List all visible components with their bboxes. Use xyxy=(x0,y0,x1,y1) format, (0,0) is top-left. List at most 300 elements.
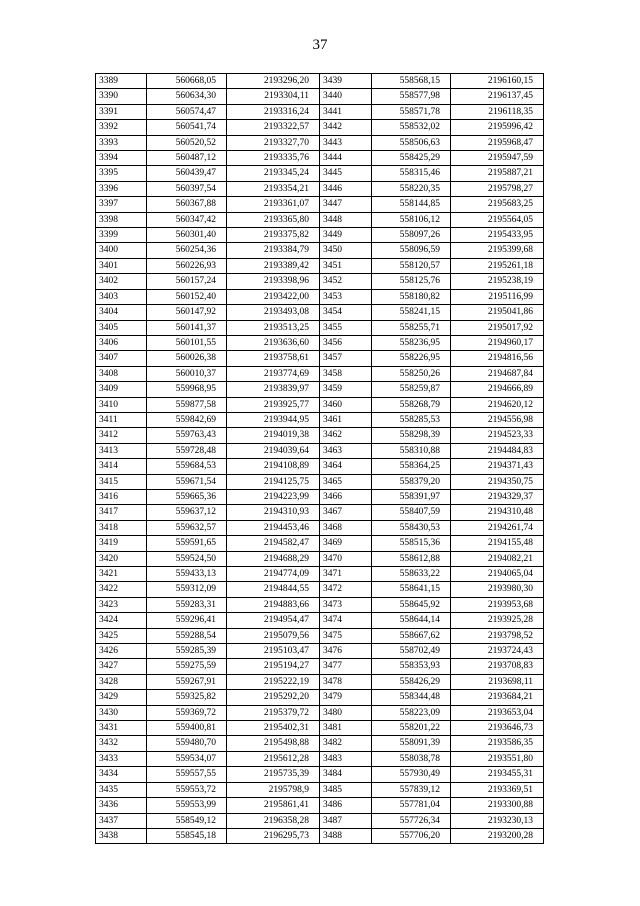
point-number-cell: 3415 xyxy=(96,474,147,489)
x-coordinate-cell: 559369,72 xyxy=(147,705,227,720)
point-number-cell: 3488 xyxy=(320,828,372,843)
point-number-cell: 3410 xyxy=(96,397,147,412)
point-number-cell: 3399 xyxy=(96,228,147,243)
table-row xyxy=(96,335,544,350)
y-coordinate-cell: 2194687,84 xyxy=(451,366,544,381)
table-row xyxy=(96,351,544,366)
x-coordinate-cell: 557706,20 xyxy=(372,828,451,843)
x-coordinate-cell: 559480,70 xyxy=(147,736,227,751)
y-coordinate-cell: 2193361,07 xyxy=(227,197,320,212)
point-number-cell: 3457 xyxy=(320,351,372,366)
y-coordinate-cell: 2194523,33 xyxy=(451,428,544,443)
y-coordinate-cell: 2193200,28 xyxy=(451,828,544,843)
table-row xyxy=(96,166,544,181)
y-coordinate-cell: 2194666,89 xyxy=(451,382,544,397)
y-coordinate-cell: 2195798,27 xyxy=(451,181,544,196)
point-number-cell: 3446 xyxy=(320,181,372,196)
x-coordinate-cell: 560487,12 xyxy=(147,151,227,166)
x-coordinate-cell: 558310,88 xyxy=(372,443,451,458)
x-coordinate-cell: 557839,12 xyxy=(372,782,451,797)
point-number-cell: 3485 xyxy=(320,782,372,797)
x-coordinate-cell: 559312,09 xyxy=(147,582,227,597)
x-coordinate-cell: 558201,22 xyxy=(372,721,451,736)
y-coordinate-cell: 2195735,39 xyxy=(227,767,320,782)
point-number-cell: 3404 xyxy=(96,305,147,320)
point-number-cell: 3444 xyxy=(320,151,372,166)
x-coordinate-cell: 558407,59 xyxy=(372,505,451,520)
y-coordinate-cell: 2195261,18 xyxy=(451,258,544,273)
x-coordinate-cell: 558144,85 xyxy=(372,197,451,212)
table-row xyxy=(96,320,544,335)
point-number-cell: 3396 xyxy=(96,181,147,196)
x-coordinate-cell: 558236,95 xyxy=(372,335,451,350)
point-number-cell: 3462 xyxy=(320,428,372,443)
point-number-cell: 3395 xyxy=(96,166,147,181)
y-coordinate-cell: 2195041,86 xyxy=(451,305,544,320)
point-number-cell: 3398 xyxy=(96,212,147,227)
x-coordinate-cell: 558120,57 xyxy=(372,258,451,273)
point-number-cell: 3405 xyxy=(96,320,147,335)
point-number-cell: 3409 xyxy=(96,382,147,397)
x-coordinate-cell: 559553,72 xyxy=(147,782,227,797)
x-coordinate-cell: 559684,53 xyxy=(147,459,227,474)
y-coordinate-cell: 2195683,25 xyxy=(451,197,544,212)
point-number-cell: 3451 xyxy=(320,258,372,273)
x-coordinate-cell: 558379,20 xyxy=(372,474,451,489)
table-row xyxy=(96,644,544,659)
x-coordinate-cell: 558515,36 xyxy=(372,536,451,551)
point-number-cell: 3461 xyxy=(320,412,372,427)
y-coordinate-cell: 2193980,30 xyxy=(451,582,544,597)
y-coordinate-cell: 2196137,45 xyxy=(451,89,544,104)
x-coordinate-cell: 560574,47 xyxy=(147,104,227,119)
x-coordinate-cell: 559842,69 xyxy=(147,412,227,427)
point-number-cell: 3454 xyxy=(320,305,372,320)
y-coordinate-cell: 2195564,05 xyxy=(451,212,544,227)
point-number-cell: 3469 xyxy=(320,536,372,551)
y-coordinate-cell: 2194310,48 xyxy=(451,505,544,520)
x-coordinate-cell: 559534,07 xyxy=(147,751,227,766)
point-number-cell: 3440 xyxy=(320,89,372,104)
table-row xyxy=(96,428,544,443)
table-row xyxy=(96,505,544,520)
table-row xyxy=(96,197,544,212)
y-coordinate-cell: 2193327,70 xyxy=(227,135,320,150)
y-coordinate-cell: 2194329,37 xyxy=(451,489,544,504)
y-coordinate-cell: 2194484,83 xyxy=(451,443,544,458)
point-number-cell: 3479 xyxy=(320,690,372,705)
y-coordinate-cell: 2193322,57 xyxy=(227,120,320,135)
table-row xyxy=(96,597,544,612)
x-coordinate-cell: 558430,53 xyxy=(372,520,451,535)
y-coordinate-cell: 2195498,88 xyxy=(227,736,320,751)
y-coordinate-cell: 2193944,95 xyxy=(227,412,320,427)
x-coordinate-cell: 560152,40 xyxy=(147,289,227,304)
point-number-cell: 3464 xyxy=(320,459,372,474)
y-coordinate-cell: 2196295,73 xyxy=(227,828,320,843)
x-coordinate-cell: 560026,38 xyxy=(147,351,227,366)
y-coordinate-cell: 2194019,38 xyxy=(227,428,320,443)
table-body xyxy=(96,74,544,844)
table-row xyxy=(96,782,544,797)
x-coordinate-cell: 560141,37 xyxy=(147,320,227,335)
y-coordinate-cell: 2193798,52 xyxy=(451,628,544,643)
point-number-cell: 3456 xyxy=(320,335,372,350)
point-number-cell: 3452 xyxy=(320,274,372,289)
y-coordinate-cell: 2195079,56 xyxy=(227,628,320,643)
point-number-cell: 3484 xyxy=(320,767,372,782)
x-coordinate-cell: 559968,95 xyxy=(147,382,227,397)
y-coordinate-cell: 2193354,21 xyxy=(227,181,320,196)
y-coordinate-cell: 2194108,89 xyxy=(227,459,320,474)
x-coordinate-cell: 558667,62 xyxy=(372,628,451,643)
table-row xyxy=(96,289,544,304)
point-number-cell: 3482 xyxy=(320,736,372,751)
y-coordinate-cell: 2193698,11 xyxy=(451,674,544,689)
table-row xyxy=(96,520,544,535)
point-number-cell: 3474 xyxy=(320,613,372,628)
x-coordinate-cell: 558255,71 xyxy=(372,320,451,335)
x-coordinate-cell: 557781,04 xyxy=(372,798,451,813)
y-coordinate-cell: 2193455,31 xyxy=(451,767,544,782)
table-row xyxy=(96,674,544,689)
y-coordinate-cell: 2195116,99 xyxy=(451,289,544,304)
table-row xyxy=(96,659,544,674)
point-number-cell: 3417 xyxy=(96,505,147,520)
y-coordinate-cell: 2193230,13 xyxy=(451,813,544,828)
x-coordinate-cell: 558353,93 xyxy=(372,659,451,674)
table-row xyxy=(96,258,544,273)
table-row xyxy=(96,798,544,813)
x-coordinate-cell: 558532,02 xyxy=(372,120,451,135)
point-number-cell: 3439 xyxy=(320,74,372,89)
x-coordinate-cell: 558633,22 xyxy=(372,567,451,582)
x-coordinate-cell: 559557,55 xyxy=(147,767,227,782)
point-number-cell: 3476 xyxy=(320,644,372,659)
y-coordinate-cell: 2194883,66 xyxy=(227,597,320,612)
y-coordinate-cell: 2194082,21 xyxy=(451,551,544,566)
y-coordinate-cell: 2193369,51 xyxy=(451,782,544,797)
point-number-cell: 3471 xyxy=(320,567,372,582)
point-number-cell: 3407 xyxy=(96,351,147,366)
point-number-cell: 3442 xyxy=(320,120,372,135)
point-number-cell: 3478 xyxy=(320,674,372,689)
x-coordinate-cell: 558298,39 xyxy=(372,428,451,443)
point-number-cell: 3438 xyxy=(96,828,147,843)
point-number-cell: 3429 xyxy=(96,690,147,705)
point-number-cell: 3427 xyxy=(96,659,147,674)
table-row xyxy=(96,366,544,381)
y-coordinate-cell: 2193925,77 xyxy=(227,397,320,412)
point-number-cell: 3453 xyxy=(320,289,372,304)
point-number-cell: 3481 xyxy=(320,721,372,736)
x-coordinate-cell: 559325,82 xyxy=(147,690,227,705)
point-number-cell: 3391 xyxy=(96,104,147,119)
x-coordinate-cell: 558549,12 xyxy=(147,813,227,828)
point-number-cell: 3470 xyxy=(320,551,372,566)
table-row xyxy=(96,228,544,243)
table-row xyxy=(96,397,544,412)
point-number-cell: 3455 xyxy=(320,320,372,335)
x-coordinate-cell: 560226,93 xyxy=(147,258,227,273)
y-coordinate-cell: 2193304,11 xyxy=(227,89,320,104)
x-coordinate-cell: 560541,74 xyxy=(147,120,227,135)
y-coordinate-cell: 2196160,15 xyxy=(451,74,544,89)
table-row xyxy=(96,828,544,843)
point-number-cell: 3431 xyxy=(96,721,147,736)
x-coordinate-cell: 559763,43 xyxy=(147,428,227,443)
y-coordinate-cell: 2193296,20 xyxy=(227,74,320,89)
y-coordinate-cell: 2194261,74 xyxy=(451,520,544,535)
point-number-cell: 3411 xyxy=(96,412,147,427)
y-coordinate-cell: 2195238,19 xyxy=(451,274,544,289)
table-row xyxy=(96,628,544,643)
point-number-cell: 3418 xyxy=(96,520,147,535)
y-coordinate-cell: 2193345,24 xyxy=(227,166,320,181)
point-number-cell: 3466 xyxy=(320,489,372,504)
x-coordinate-cell: 559877,58 xyxy=(147,397,227,412)
y-coordinate-cell: 2195222,19 xyxy=(227,674,320,689)
x-coordinate-cell: 559524,50 xyxy=(147,551,227,566)
point-number-cell: 3467 xyxy=(320,505,372,520)
y-coordinate-cell: 2196118,35 xyxy=(451,104,544,119)
table-row xyxy=(96,767,544,782)
point-number-cell: 3430 xyxy=(96,705,147,720)
y-coordinate-cell: 2193365,80 xyxy=(227,212,320,227)
x-coordinate-cell: 558391,97 xyxy=(372,489,451,504)
point-number-cell: 3443 xyxy=(320,135,372,150)
y-coordinate-cell: 2195996,42 xyxy=(451,120,544,135)
table-row xyxy=(96,582,544,597)
point-number-cell: 3416 xyxy=(96,489,147,504)
point-number-cell: 3424 xyxy=(96,613,147,628)
x-coordinate-cell: 558241,15 xyxy=(372,305,451,320)
y-coordinate-cell: 2195887,21 xyxy=(451,166,544,181)
y-coordinate-cell: 2194556,98 xyxy=(451,412,544,427)
x-coordinate-cell: 558226,95 xyxy=(372,351,451,366)
table-row xyxy=(96,551,544,566)
y-coordinate-cell: 2193513,25 xyxy=(227,320,320,335)
point-number-cell: 3458 xyxy=(320,366,372,381)
y-coordinate-cell: 2195402,31 xyxy=(227,721,320,736)
x-coordinate-cell: 558702,49 xyxy=(372,644,451,659)
y-coordinate-cell: 2195947,59 xyxy=(451,151,544,166)
x-coordinate-cell: 558223,09 xyxy=(372,705,451,720)
y-coordinate-cell: 2194582,47 xyxy=(227,536,320,551)
x-coordinate-cell: 558220,35 xyxy=(372,181,451,196)
point-number-cell: 3403 xyxy=(96,289,147,304)
point-number-cell: 3419 xyxy=(96,536,147,551)
y-coordinate-cell: 2194125,75 xyxy=(227,474,320,489)
x-coordinate-cell: 560668,05 xyxy=(147,74,227,89)
x-coordinate-cell: 559671,54 xyxy=(147,474,227,489)
y-coordinate-cell: 2195433,95 xyxy=(451,228,544,243)
point-number-cell: 3463 xyxy=(320,443,372,458)
x-coordinate-cell: 559283,31 xyxy=(147,597,227,612)
x-coordinate-cell: 559400,81 xyxy=(147,721,227,736)
page-number: 37 xyxy=(312,37,328,53)
point-number-cell: 3483 xyxy=(320,751,372,766)
x-coordinate-cell: 558426,29 xyxy=(372,674,451,689)
x-coordinate-cell: 558545,18 xyxy=(147,828,227,843)
y-coordinate-cell: 2195968,47 xyxy=(451,135,544,150)
table-row xyxy=(96,151,544,166)
point-number-cell: 3468 xyxy=(320,520,372,535)
table-row xyxy=(96,613,544,628)
x-coordinate-cell: 559665,36 xyxy=(147,489,227,504)
y-coordinate-cell: 2193316,24 xyxy=(227,104,320,119)
x-coordinate-cell: 559296,41 xyxy=(147,613,227,628)
point-number-cell: 3472 xyxy=(320,582,372,597)
y-coordinate-cell: 2193551,80 xyxy=(451,751,544,766)
y-coordinate-cell: 2193300,88 xyxy=(451,798,544,813)
point-number-cell: 3441 xyxy=(320,104,372,119)
table-row xyxy=(96,489,544,504)
x-coordinate-cell: 559632,57 xyxy=(147,520,227,535)
x-coordinate-cell: 559285,39 xyxy=(147,644,227,659)
point-number-cell: 3413 xyxy=(96,443,147,458)
point-number-cell: 3389 xyxy=(96,74,147,89)
y-coordinate-cell: 2194310,93 xyxy=(227,505,320,520)
point-number-cell: 3436 xyxy=(96,798,147,813)
x-coordinate-cell: 558259,87 xyxy=(372,382,451,397)
point-number-cell: 3390 xyxy=(96,89,147,104)
y-coordinate-cell: 2193953,68 xyxy=(451,597,544,612)
table-row xyxy=(96,212,544,227)
y-coordinate-cell: 2195612,28 xyxy=(227,751,320,766)
point-number-cell: 3401 xyxy=(96,258,147,273)
x-coordinate-cell: 560010,37 xyxy=(147,366,227,381)
x-coordinate-cell: 559433,13 xyxy=(147,567,227,582)
y-coordinate-cell: 2196358,28 xyxy=(227,813,320,828)
point-number-cell: 3423 xyxy=(96,597,147,612)
y-coordinate-cell: 2193646,73 xyxy=(451,721,544,736)
table-row xyxy=(96,120,544,135)
table-row xyxy=(96,104,544,119)
x-coordinate-cell: 558285,53 xyxy=(372,412,451,427)
table-row xyxy=(96,751,544,766)
y-coordinate-cell: 2193375,82 xyxy=(227,228,320,243)
coordinates-table xyxy=(95,73,544,844)
point-number-cell: 3392 xyxy=(96,120,147,135)
y-coordinate-cell: 2193398,96 xyxy=(227,274,320,289)
point-number-cell: 3437 xyxy=(96,813,147,828)
x-coordinate-cell: 558038,78 xyxy=(372,751,451,766)
y-coordinate-cell: 2193684,21 xyxy=(451,690,544,705)
x-coordinate-cell: 558106,12 xyxy=(372,212,451,227)
y-coordinate-cell: 2194065,04 xyxy=(451,567,544,582)
y-coordinate-cell: 2193422,00 xyxy=(227,289,320,304)
x-coordinate-cell: 558315,46 xyxy=(372,166,451,181)
y-coordinate-cell: 2195194,27 xyxy=(227,659,320,674)
table-row xyxy=(96,305,544,320)
y-coordinate-cell: 2193708,83 xyxy=(451,659,544,674)
point-number-cell: 3412 xyxy=(96,428,147,443)
point-number-cell: 3434 xyxy=(96,767,147,782)
y-coordinate-cell: 2194816,56 xyxy=(451,351,544,366)
point-number-cell: 3422 xyxy=(96,582,147,597)
point-number-cell: 3435 xyxy=(96,782,147,797)
y-coordinate-cell: 2193384,79 xyxy=(227,243,320,258)
x-coordinate-cell: 560347,42 xyxy=(147,212,227,227)
x-coordinate-cell: 558268,79 xyxy=(372,397,451,412)
point-number-cell: 3448 xyxy=(320,212,372,227)
point-number-cell: 3459 xyxy=(320,382,372,397)
point-number-cell: 3433 xyxy=(96,751,147,766)
point-number-cell: 3402 xyxy=(96,274,147,289)
y-coordinate-cell: 2193389,42 xyxy=(227,258,320,273)
x-coordinate-cell: 558425,29 xyxy=(372,151,451,166)
y-coordinate-cell: 2194350,75 xyxy=(451,474,544,489)
x-coordinate-cell: 560439,47 xyxy=(147,166,227,181)
x-coordinate-cell: 560520,52 xyxy=(147,135,227,150)
point-number-cell: 3465 xyxy=(320,474,372,489)
x-coordinate-cell: 558344,48 xyxy=(372,690,451,705)
x-coordinate-cell: 558180,82 xyxy=(372,289,451,304)
table-row xyxy=(96,567,544,582)
x-coordinate-cell: 558506,63 xyxy=(372,135,451,150)
table-row xyxy=(96,705,544,720)
point-number-cell: 3400 xyxy=(96,243,147,258)
table-row xyxy=(96,89,544,104)
y-coordinate-cell: 2194223,99 xyxy=(227,489,320,504)
x-coordinate-cell: 560634,30 xyxy=(147,89,227,104)
point-number-cell: 3477 xyxy=(320,659,372,674)
x-coordinate-cell: 560254,36 xyxy=(147,243,227,258)
x-coordinate-cell: 558645,92 xyxy=(372,597,451,612)
x-coordinate-cell: 558641,15 xyxy=(372,582,451,597)
y-coordinate-cell: 2193636,60 xyxy=(227,335,320,350)
table-row xyxy=(96,181,544,196)
point-number-cell: 3450 xyxy=(320,243,372,258)
table-row xyxy=(96,135,544,150)
x-coordinate-cell: 559637,12 xyxy=(147,505,227,520)
y-coordinate-cell: 2195861,41 xyxy=(227,798,320,813)
point-number-cell: 3445 xyxy=(320,166,372,181)
y-coordinate-cell: 2193758,61 xyxy=(227,351,320,366)
y-coordinate-cell: 2193724,43 xyxy=(451,644,544,659)
table-row xyxy=(96,813,544,828)
y-coordinate-cell: 2193839,97 xyxy=(227,382,320,397)
y-coordinate-cell: 2195399,68 xyxy=(451,243,544,258)
point-number-cell: 3486 xyxy=(320,798,372,813)
point-number-cell: 3406 xyxy=(96,335,147,350)
table-row xyxy=(96,459,544,474)
point-number-cell: 3394 xyxy=(96,151,147,166)
x-coordinate-cell: 560301,40 xyxy=(147,228,227,243)
table-row xyxy=(96,74,544,89)
point-number-cell: 3397 xyxy=(96,197,147,212)
table-row xyxy=(96,243,544,258)
point-number-cell: 3408 xyxy=(96,366,147,381)
x-coordinate-cell: 560367,88 xyxy=(147,197,227,212)
x-coordinate-cell: 560147,92 xyxy=(147,305,227,320)
x-coordinate-cell: 558577,98 xyxy=(372,89,451,104)
point-number-cell: 3475 xyxy=(320,628,372,643)
point-number-cell: 3393 xyxy=(96,135,147,150)
table-row xyxy=(96,443,544,458)
y-coordinate-cell: 2193335,76 xyxy=(227,151,320,166)
point-number-cell: 3425 xyxy=(96,628,147,643)
x-coordinate-cell: 557930,49 xyxy=(372,767,451,782)
point-number-cell: 3473 xyxy=(320,597,372,612)
y-coordinate-cell: 2193774,69 xyxy=(227,366,320,381)
x-coordinate-cell: 559267,91 xyxy=(147,674,227,689)
point-number-cell: 3449 xyxy=(320,228,372,243)
table-row xyxy=(96,382,544,397)
y-coordinate-cell: 2195798,9 xyxy=(227,782,320,797)
table-row xyxy=(96,274,544,289)
